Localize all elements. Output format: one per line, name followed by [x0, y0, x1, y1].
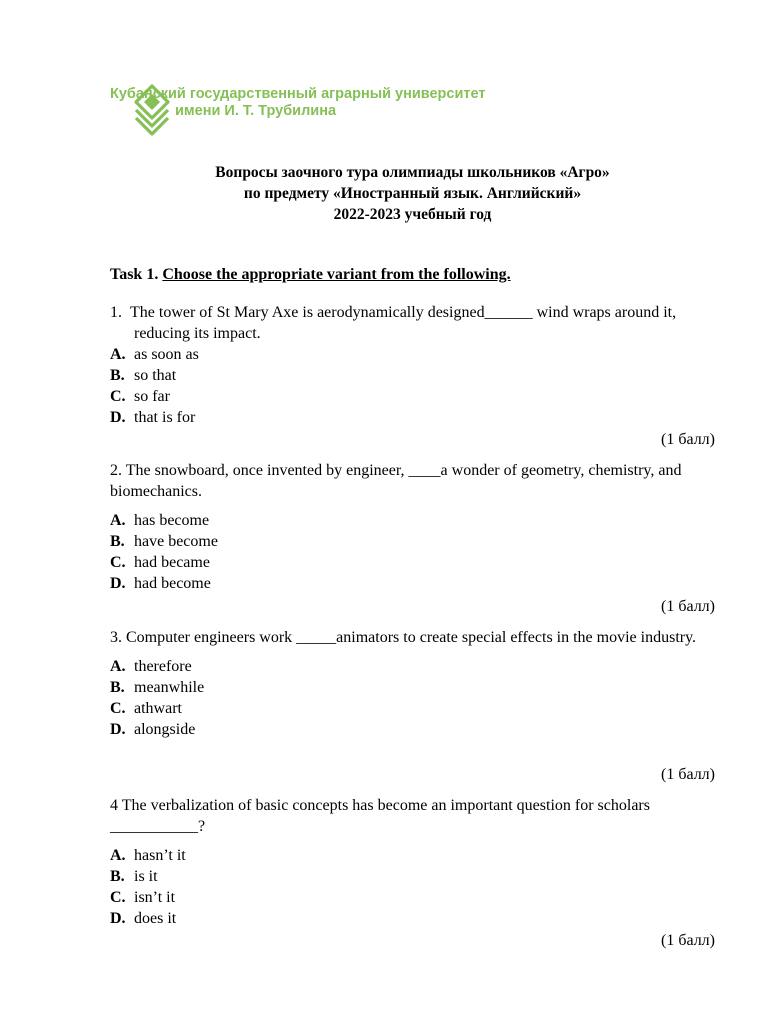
- document-title: [0, 162, 770, 225]
- question-3-option-d: D. alongside: [110, 721, 196, 738]
- task-instruction: Choose the appropriate variant from the following.: [162, 266, 511, 283]
- question-1-option-a: A. as soon as: [110, 346, 199, 363]
- question-2: [110, 460, 720, 594]
- question-1-option-b: B. so that: [110, 367, 177, 384]
- question-4-option-b: B. is it: [110, 868, 158, 885]
- question-4-points: (1 балл): [660, 932, 715, 949]
- question-2-option-b: B. have become: [110, 533, 218, 550]
- question-1-option-c: C. so far: [110, 388, 170, 405]
- question-4-option-a: A. hasn’t it: [110, 847, 186, 864]
- question-2-option-a: A. has become: [110, 512, 210, 529]
- university-line-2: имени И. Т. Трубилина: [175, 103, 337, 119]
- question-1-stem: [110, 302, 720, 344]
- question-2-option-c: C. had became: [110, 554, 210, 571]
- question-3-option-b: B. meanwhile: [110, 679, 205, 696]
- question-3-points: (1 балл): [660, 766, 715, 783]
- question-2-number: 2.: [110, 462, 122, 479]
- question-2-option-d: D. had become: [110, 575, 211, 592]
- question-4-option-c: C. isn’t it: [110, 889, 176, 906]
- question-4: [110, 795, 720, 929]
- question-2-stem: [110, 460, 720, 502]
- question-4-number: 4: [110, 797, 118, 814]
- question-1-text: The tower of St Mary Axe is aerodynamically designed______ wind wraps around it, reducing its impact.: [130, 304, 677, 342]
- university-name: [110, 86, 485, 120]
- question-2-text: The snowboard, once invented by engineer, ____a wonder of geometry, chemistry, and biomechanics.: [110, 462, 682, 500]
- title-line-1: Вопросы заочного тура олимпиады школьников «Агро»: [215, 164, 610, 181]
- question-4-text: The verbalization of basic concepts has become an important question for scholars ___________?: [110, 797, 650, 835]
- question-3-number: 3.: [110, 629, 122, 646]
- question-4-option-d: D. does it: [110, 910, 177, 927]
- task-label: Task 1.: [110, 266, 159, 283]
- question-4-stem: [110, 795, 720, 837]
- task-heading: [110, 264, 511, 285]
- question-1-points: (1 балл): [660, 431, 715, 448]
- university-line-1: Кубанский государственный аграрный университет: [110, 86, 486, 102]
- question-3: [110, 627, 720, 740]
- question-1-option-d: D. that is for: [110, 409, 196, 426]
- question-3-option-a: A. therefore: [110, 658, 192, 675]
- question-3-stem: [110, 627, 720, 648]
- question-1-number: 1.: [110, 304, 122, 321]
- question-1: [110, 302, 720, 428]
- question-2-points: (1 балл): [660, 598, 715, 615]
- title-line-3: 2022-2023 учебный год: [333, 206, 492, 223]
- title-line-2: по предмету «Иностранный язык. Английский»: [243, 185, 582, 202]
- question-3-option-c: C. athwart: [110, 700, 182, 717]
- question-3-text: Computer engineers work _____animators to create special effects in the movie industry.: [126, 629, 697, 646]
